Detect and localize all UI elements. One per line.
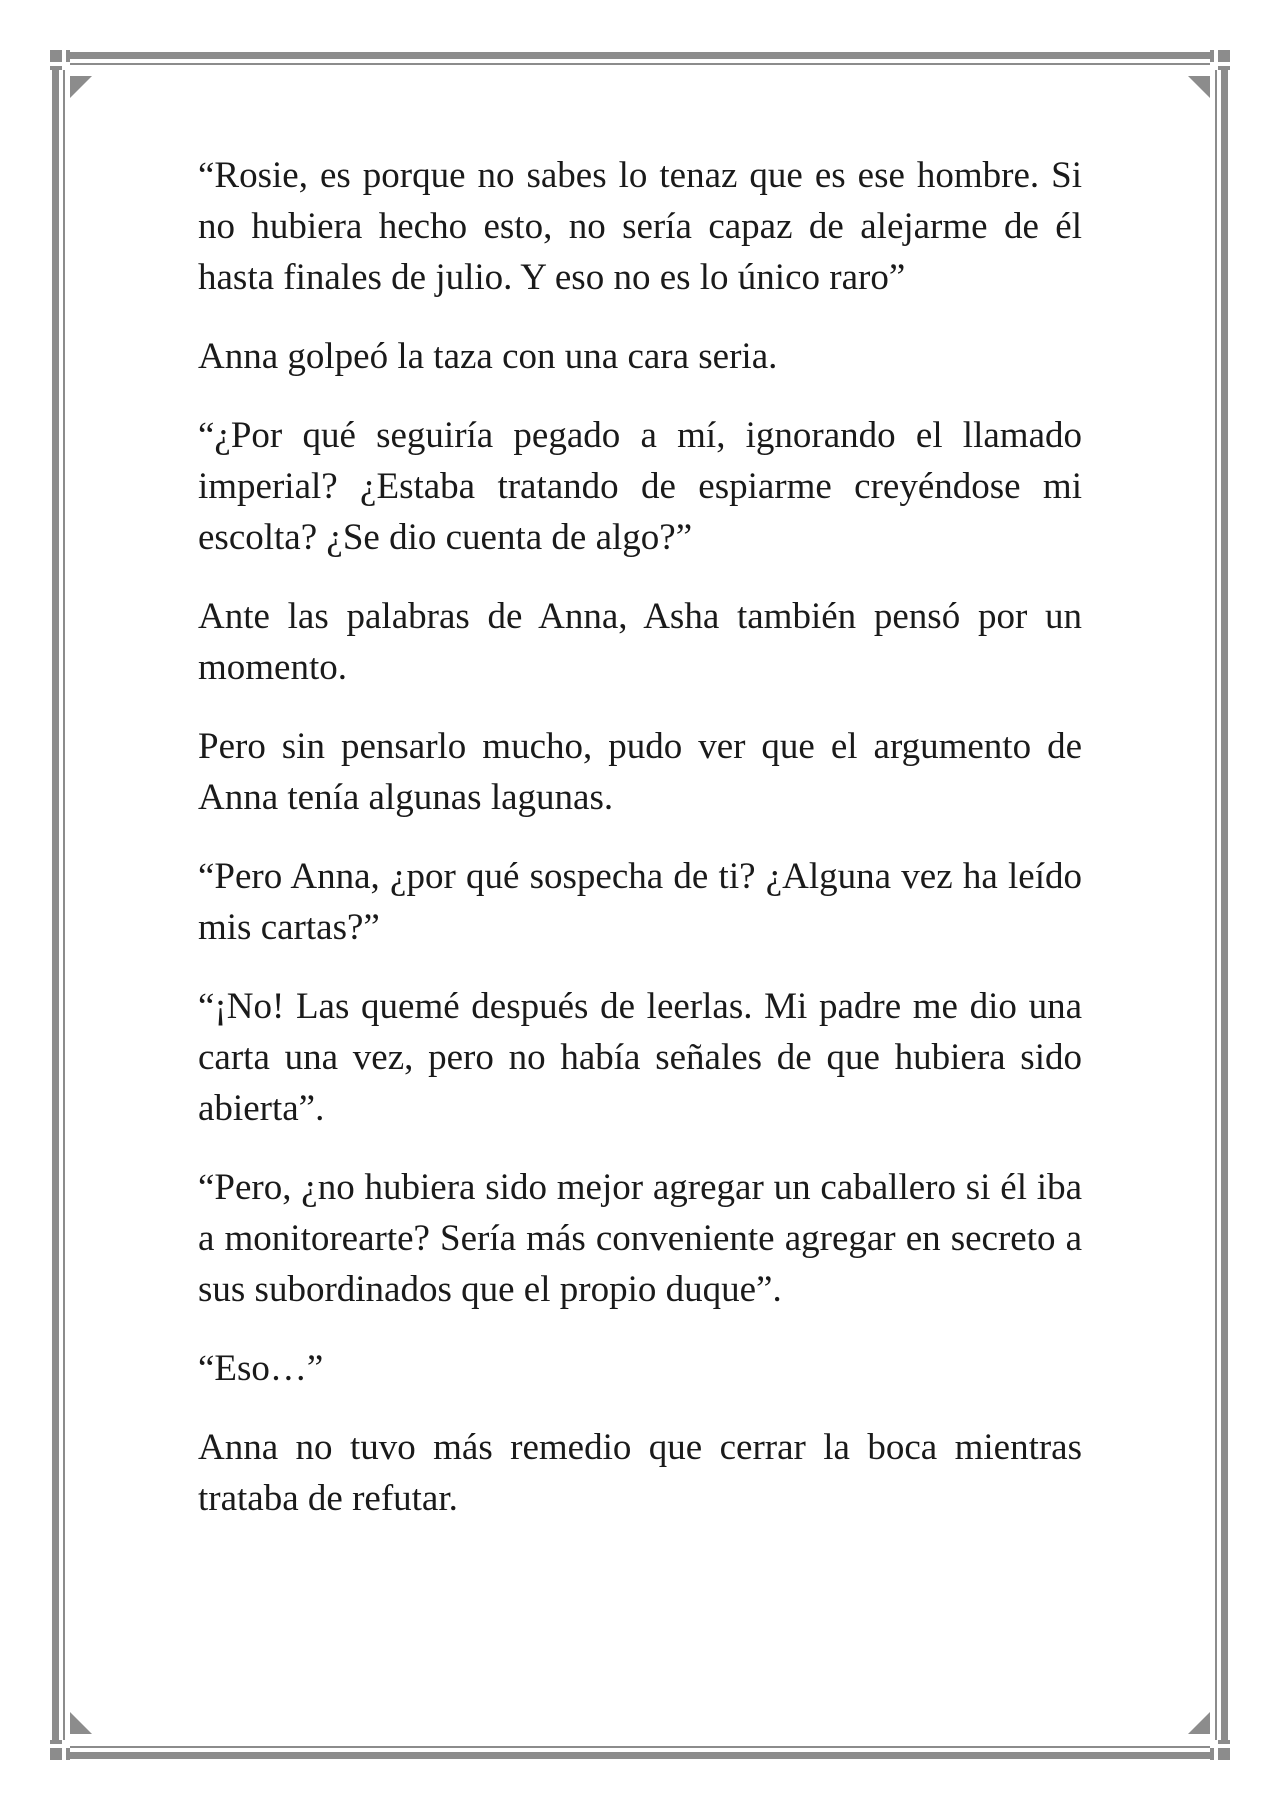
paragraph: Anna golpeó la taza con una cara seria. (198, 336, 778, 377)
paragraph: “Pero, ¿no hubiera sido mejor agregar un caballero si él iba a monitorearte? Sería más conveniente agregar en secreto a sus subordinados que el propio duque”. (198, 1167, 1082, 1310)
paragraph: “Eso…” (198, 1348, 324, 1389)
paragraph: Anna no tuvo más remedio que cerrar la boca mientras trataba de refutar. (198, 1427, 1082, 1519)
page-body-text (198, 150, 1082, 1552)
paragraph: “Rosie, es porque no sabes lo tenaz que es ese hombre. Si no hubiera hecho esto, no sería capaz de alejarme de él hasta finales de julio. Y eso no es lo único raro” (198, 155, 1082, 298)
paragraph: Pero sin pensarlo mucho, pudo ver que el argumento de Anna tenía algunas lagunas. (198, 726, 1082, 818)
paragraph: “¡No! Las quemé después de leerlas. Mi padre me dio una carta una vez, pero no había señales de que hubiera sido abierta”. (198, 986, 1082, 1129)
paragraph: Ante las palabras de Anna, Asha también pensó por un momento. (198, 596, 1082, 688)
paragraph: “Pero Anna, ¿por qué sospecha de ti? ¿Alguna vez ha leído mis cartas?” (198, 856, 1082, 948)
paragraph: “¿Por qué seguiría pegado a mí, ignorando el llamado imperial? ¿Estaba tratando de espiarme creyéndose mi escolta? ¿Se dio cuenta de algo?” (198, 415, 1082, 558)
